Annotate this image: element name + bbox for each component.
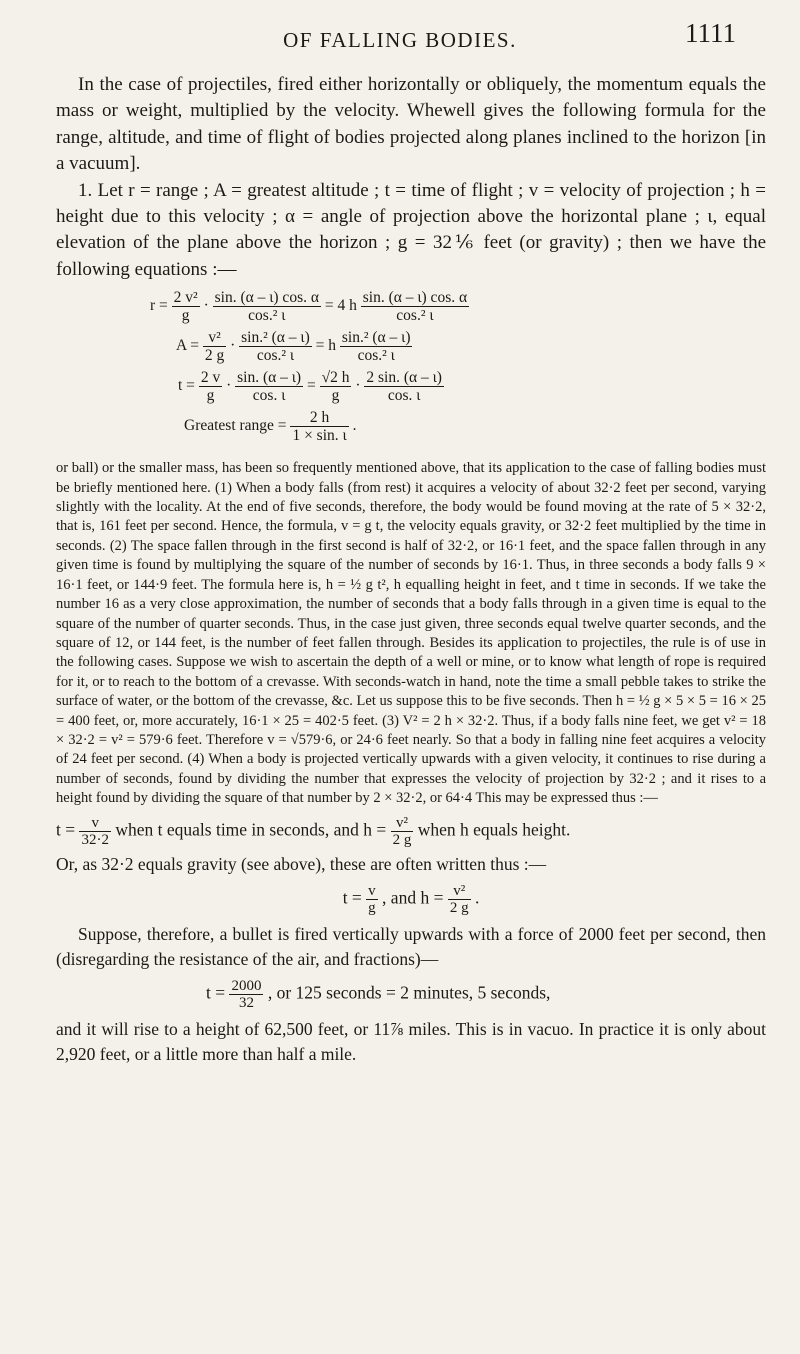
fraction-numerator: √2 h	[321, 369, 350, 387]
fraction-denominator: cos. ι	[387, 387, 421, 405]
fraction-numerator: sin. (α – ι) cos. α	[362, 289, 468, 307]
intro-paragraph-1: In the case of projectiles, fired either horizontally or obliquely, the momentum equals the mass or weight, multiplied by the velocity. Whewell gives the following formula for the range, altitude, and time of flight of bodies projected along planes inclined to the horizon [in a vacuum].	[56, 74, 766, 175]
fraction-numerator: v	[79, 815, 111, 832]
eq1-text-1: when t equals time in seconds, and h =	[115, 819, 387, 840]
simplified-equation	[56, 883, 766, 916]
greatest-range-equation	[184, 409, 356, 444]
fraction-numerator: 2 v	[200, 369, 221, 387]
fraction-denominator: 2 g	[392, 831, 412, 848]
altitude-frac-3	[340, 329, 413, 364]
fraction-denominator: g	[181, 307, 190, 325]
fraction-denominator: 1 × sin. ι	[292, 427, 347, 445]
fraction-denominator: 32	[238, 994, 254, 1011]
greatest-range-frac	[290, 409, 348, 444]
period-mark: .	[474, 887, 480, 908]
velocity-height-equation	[56, 815, 766, 848]
fraction-denominator: g	[331, 387, 340, 405]
fraction-numerator: sin. (α – ι)	[237, 369, 302, 387]
fraction-denominator: 2 g	[204, 347, 225, 365]
fraction-denominator: 2 g	[449, 899, 469, 916]
fraction-denominator: cos.² ι	[396, 307, 434, 325]
time-equals: =	[306, 377, 316, 395]
range-frac-2	[213, 289, 321, 324]
range-frac-3	[361, 289, 469, 324]
fraction-numerator: v²	[391, 815, 414, 832]
final-paragraph	[56, 1017, 766, 1067]
eq2-t-fraction	[366, 883, 378, 916]
period-mark: .	[352, 417, 357, 435]
eq1-v-fraction	[79, 815, 111, 848]
fraction-denominator: g	[206, 387, 215, 405]
time-lhs: t =	[178, 377, 195, 395]
fraction-numerator: sin. (α – ι) cos. α	[214, 289, 319, 307]
final-paragraph-text: and it will rise to a height of 62,500 feet, or 11⅞ miles. This is in vacuo. In practice it is only about 2,920 feet, or a little more than half a mile.	[56, 1018, 766, 1064]
falling-bodies-paragraph	[56, 459, 766, 808]
range-lhs: r =	[150, 297, 168, 315]
eq1-text-2: when h equals height.	[417, 819, 571, 840]
altitude-equation	[176, 329, 412, 364]
or-line	[56, 852, 766, 877]
altitude-equals-h: = h	[315, 337, 336, 355]
fraction-denominator: cos. ι	[252, 387, 286, 405]
altitude-frac-2	[239, 329, 312, 364]
time-frac-4	[364, 369, 444, 404]
time-frac-1	[199, 369, 222, 404]
bullet-paragraph-text: Suppose, therefore, a bullet is fired vertically upwards with a force of 2000 feet per second, then (disregarding the resistance of the air, and fractions)—	[56, 923, 766, 969]
intro-section	[56, 72, 766, 283]
range-frac-1	[172, 289, 200, 324]
running-title: OF FALLING BODIES.	[283, 28, 517, 52]
fraction-numerator: 2 v²	[173, 289, 198, 307]
page-header	[0, 18, 800, 58]
time-equation	[178, 369, 444, 404]
fraction-numerator: v²	[203, 329, 226, 347]
fraction-numerator: 2 sin. (α – ι)	[366, 369, 442, 387]
fraction-numerator: sin.² (α – ι)	[241, 329, 310, 347]
range-equation	[150, 289, 469, 324]
fraction-denominator: cos.² ι	[256, 347, 295, 365]
fraction-numerator: 2000	[231, 977, 262, 994]
eq3-rest: , or 125 seconds = 2 minutes, 5 seconds,	[267, 982, 551, 1003]
intro-paragraph-2: 1. Let r = range ; A = greatest altitude ; t = time of flight ; v = velocity of projection ; h = height due to this velocity ; α = angle of projection above the horizontal plane ; ι, equal elevation of the plane above the horizon ; g = 32⅙ feet (or gravity) ; then we have the following equations :—	[56, 179, 766, 280]
bullet-paragraph	[56, 922, 766, 972]
eq3-t-lhs: t =	[206, 982, 226, 1003]
fraction-denominator: cos.² ι	[248, 307, 286, 325]
projectile-equations	[56, 287, 766, 457]
fraction-numerator: 2 h	[290, 409, 348, 427]
altitude-frac-1	[203, 329, 226, 364]
page-body	[56, 72, 766, 1067]
time-frac-3	[320, 369, 352, 404]
fraction-numerator: sin.² (α – ι)	[341, 329, 411, 347]
fraction-denominator: cos.² ι	[357, 347, 395, 365]
dot-operator: ·	[230, 337, 236, 355]
eq1-h-fraction	[391, 815, 414, 848]
falling-bodies-text: or ball) or the smaller mass, has been so frequently mentioned above, that its application to the case of falling bodies must be briefly mentioned here. (1) When a body falls (from rest) it acquires a velocity of about 32·2 feet per second, varying slightly with the locality. At the end of five seconds, therefore, the body would be found moving at the rate of 5 × 32·2, that is, 161 feet per second. Hence, the formula, v = g t, the velocity equals gravity, or 32·2 feet multiplied by the time in seconds. (2) The space fallen through in the first second is half of 32·2, or 16·1 feet, and the space fallen through in any given time is found by multiplying the square of the number of seconds by 16·1. Thus, in three seconds a body falls 9 × 16·1 feet, or 144·9 feet. The formula here is, h = ½ g t², h equalling height in feet, and t time in seconds. If we take the number 16 as a very close approximation, the number of seconds that a body falls through in a given time is equal to the square of the number of quarter seconds. Thus, in the case just given, three seconds equal twelve quarter seconds, and the square of 12, or 144 feet, is the number of feet fallen through. Besides its application to projectiles, the rule is of use in the following cases. Suppose we wish to ascertain the depth of a well or mine, or to know what length of rope is required for it, or to reach to the bottom of a crevasse. With seconds-watch in hand, note the time a small pebble takes to strike the surface of water, or the bottom of the crevasse, &c. Let us suppose this to be five seconds. Then h = ½ g × 5 × 5 = 16 × 25 = 400 feet, or, more accurately, 16·1 × 25 = 402·5 feet. (3) V² = 2 h × 32·2. Thus, if a body falls nine feet, we get v² = 18 × 32·2 = v² = 579·6 feet. Therefore v = √579·6, or 24·6 feet nearly. So that a body in falling nine feet acquires a velocity of 24 feet per second. (4) When a body is projected vertically upwards with a given velocity, it continues to rise during a number of seconds, found by dividing the number that expresses the velocity of projection by 32·2 ; and it rises to a height found by dividing the square of that number by 2 × 32·2, or 64·4 This may be expressed thus :—	[56, 460, 766, 807]
page-number: 1111	[685, 18, 736, 48]
eq3-fraction	[229, 978, 263, 1011]
altitude-lhs: A =	[176, 337, 199, 355]
or-line-text: Or, as 32·2 equals gravity (see above), these are often written thus :—	[56, 853, 547, 874]
fraction-numerator: v	[368, 882, 376, 899]
bullet-time-equation	[56, 978, 766, 1011]
greatest-range-lhs: Greatest range =	[184, 417, 287, 435]
dot-operator: ·	[355, 377, 361, 395]
range-equals-4h: = 4 h	[324, 297, 357, 315]
eq2-t-lhs: t =	[342, 887, 362, 908]
fraction-numerator: v²	[448, 883, 471, 900]
dot-operator: ·	[203, 297, 209, 315]
dot-operator: ·	[226, 377, 232, 395]
eq1-t-lhs: t =	[56, 819, 76, 840]
fraction-denominator: 32·2	[81, 831, 109, 848]
eq2-and-text: , and h =	[382, 887, 444, 908]
eq2-h-fraction	[448, 883, 471, 916]
fraction-denominator: g	[368, 899, 376, 916]
time-frac-2	[235, 369, 303, 404]
